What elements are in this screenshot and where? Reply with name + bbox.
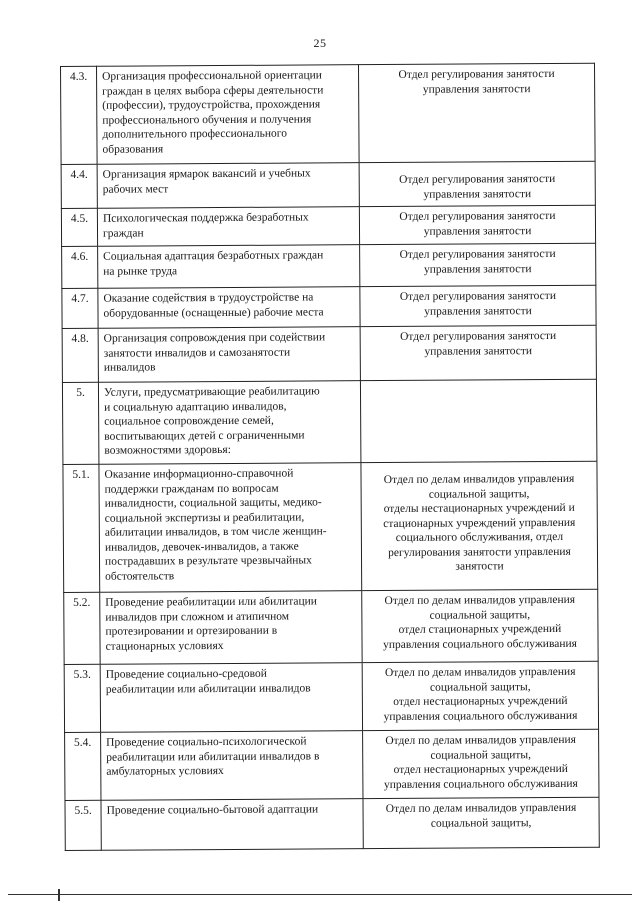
page-number: 25: [313, 36, 327, 50]
table-row: [64, 589, 598, 664]
page-edge-mark: [58, 889, 60, 901]
row-department: Отдел по делам инвалидов управления социальной защиты,: [363, 797, 599, 848]
row-description: Услуги, предусматривающие реабилитацию и социальную адаптацию инвалидов, социальное сопровождение семей, воспитывающих детей с ограниченными возможностями здоровья:: [98, 381, 360, 465]
row-department: Отдел регулирования занятости управления занятости: [359, 205, 595, 244]
row-number: 4.3.: [61, 66, 98, 164]
row-department: Отдел регулирования занятости управления занятости: [360, 285, 596, 326]
row-description: Проведение социально-психологической реабилитации или абилитации инвалидов в амбулаторных условиях: [101, 731, 363, 801]
table-row: [62, 285, 596, 328]
row-description: Организация ярмарок вакансий и учебных рабочих мест: [97, 163, 359, 209]
table-row: [62, 379, 596, 464]
row-description: Оказание информационно-справочной поддержки гражданам по вопросам инвалидности, социальной защиты, медико- социальной экспертизы и реабилитации, абилитации инвалидов, в том числе женщин- инвалидов, девочек-инвалидов, а также пострадавших в результате чрезвычайных обстоятельств: [99, 463, 362, 593]
table-row: [65, 729, 599, 800]
row-description: Проведение социально-бытовой адаптации: [101, 799, 363, 851]
row-description: Проведение реабилитации или абилитации инвалидов при сложном и атипичном протезировании и ортезировании в стационарных условиях: [100, 591, 362, 665]
row-number: 5.: [62, 382, 99, 464]
row-number: 4.7.: [62, 288, 98, 328]
row-department: Отдел по делам инвалидов управления социальной защиты, отдел нестационарных учреждений управления социального обслуживания: [363, 729, 599, 798]
row-description: Организация сопровождения при содействии занятости инвалидов и самозанятости инвалидов: [98, 327, 360, 383]
row-description: Организация профессиональной ориентации граждан в целях выбора сферы деятельности (профессии), трудоустройства, прохождения профессионального обучения и получения дополнительного профессионального образования: [97, 65, 360, 165]
table-row: [61, 63, 596, 164]
row-department: Отдел регулирования занятости управления занятости: [358, 63, 595, 162]
row-number: 5.1.: [63, 464, 100, 592]
table-row: [62, 325, 596, 382]
row-number: 5.2.: [64, 592, 100, 664]
row-description: Психологическая поддержка безработных граждан: [97, 207, 359, 247]
page-bottom-edge: [8, 894, 632, 895]
table-row: [64, 661, 598, 732]
table-row: [62, 243, 596, 288]
row-number: 4.4.: [61, 164, 97, 208]
services-table: [60, 63, 600, 851]
row-department: Отдел по делам инвалидов управления социальной защиты, отдел стационарных учреждений управления социального обслуживания: [362, 589, 598, 662]
row-description: Проведение социально-средовой реабилитации или абилитации инвалидов: [100, 663, 362, 733]
table-row: [61, 205, 595, 246]
table-row: [63, 461, 598, 592]
row-number: 4.8.: [62, 328, 98, 382]
row-department: Отдел по делам инвалидов управления социальной защиты, отдел нестационарных учреждений управления социального обслуживания: [362, 661, 598, 730]
row-number: 4.5.: [61, 208, 97, 246]
row-department: Отдел регулирования занятости управления занятости: [360, 243, 596, 286]
row-description: Оказание содействия в трудоустройстве на оборудованные (оснащенные) рабочие места: [98, 287, 360, 329]
row-department: [360, 379, 596, 462]
row-number: 4.6.: [62, 246, 98, 288]
row-number: 5.4.: [65, 732, 101, 800]
table-row: [61, 161, 595, 208]
table-row: [65, 797, 599, 850]
row-department: Отдел регулирования занятости управления занятости: [359, 161, 595, 206]
row-number: 5.5.: [65, 800, 101, 850]
row-description: Социальная адаптация безработных граждан на рынке труда: [98, 245, 360, 289]
row-department: Отдел регулирования занятости управления занятости: [360, 325, 596, 380]
row-department: Отдел по делам инвалидов управления социальной защиты, отделы нестационарных учреждений и стационарных учреждений управления социального обслуживания, отдел регулирования занятости управления занятости: [361, 461, 598, 590]
row-number: 5.3.: [64, 664, 100, 732]
